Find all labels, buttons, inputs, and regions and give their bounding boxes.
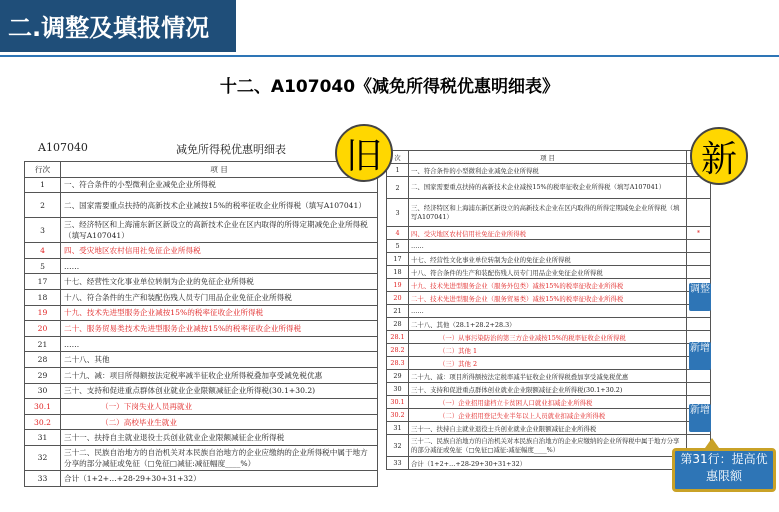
row-no: 33 [387,457,409,470]
form-name: 减免所得税优惠明细表 [176,143,286,156]
row-no: 4 [387,227,409,240]
table-row [387,253,711,266]
row-no: 28 [25,352,61,368]
row-no: 1 [387,164,409,177]
row-no: 3 [387,199,409,227]
row-no: 31 [387,422,409,435]
row-extra [687,318,711,331]
table-row [387,164,711,177]
row-no: 21 [25,336,61,352]
table-row [387,177,711,199]
column-header-item: 项 目 [409,151,687,164]
row-no: 19 [25,305,61,321]
row-no: 20 [25,321,61,337]
row-item: 三十二、民族自治地方的自治机关对本民族自治地方的企业应缴纳的企业所得税中属于地方分享的部分减征或免征（□免征□减征:减征幅度____%） [409,435,687,457]
table-row [387,227,711,240]
row-no: 19 [387,279,409,292]
row-no: 32 [25,445,61,470]
row-no: 18 [387,266,409,279]
row-item: 三十、支持和促进重点群体创业就业企业限额减征企业所得税(30.1+30.2) [61,383,378,399]
row-extra [687,240,711,253]
row-no: 28 [387,318,409,331]
row-extra [687,253,711,266]
row-extra [687,266,711,279]
table-header-row [25,162,378,178]
row-item: 三十、支持和促进重点群体创业就业企业限额减征企业所得税(30.1+30.2) [409,383,687,396]
column-header-item: 项 目 [61,162,378,178]
row-item: 三、经济特区和上海浦东新区新设立的高新技术企业在区内取得的所得定期减免企业所得税（填写A107041） [409,199,687,227]
new-added-label: 新增 [689,404,711,432]
row-item: 四、受灾地区农村信用社免征企业所得税 [61,243,378,259]
row-item: 二十九、减：项目所得额按法定税率减半征收企业所得税叠加享受减免税优惠 [61,367,378,383]
row-item: 十七、经营性文化事业单位转制为企业的免征企业所得税 [409,253,687,266]
row-no: 5 [387,240,409,253]
row-no: 30 [25,383,61,399]
row-no: 30.1 [25,399,61,415]
callout-arrow-icon [705,438,719,448]
table-row [25,243,378,259]
table-row [25,383,378,399]
row-extra [687,370,711,383]
row-no: 5 [25,258,61,274]
row-no: 2 [387,177,409,199]
table-row [387,383,711,396]
column-header-no: 次 [387,151,409,164]
table-row [25,399,378,415]
row-item: 二十九、减：项目所得额按法定税率减半征收企业所得税叠加享受减免税优惠 [409,370,687,383]
row-no: 21 [387,305,409,318]
row-no: 30.2 [387,409,409,422]
table-row [25,414,378,430]
table-row [387,435,711,457]
row-no: 2 [25,193,61,218]
row-item: 二十八、其他（28.1+28.2+28.3） [409,318,687,331]
row-item: 十九、技术先进型服务企业（服务外包类）减按15%的税率征收企业所得税 [409,279,687,292]
row-no: 30 [387,383,409,396]
row-item: 十八、符合条件的生产和装配伤残人员专门用品企业免征企业所得税 [61,289,378,305]
row-no: 28.2 [387,344,409,357]
row-item: （三）其他 2 [409,357,687,370]
row-no: 18 [25,289,61,305]
row-item: 三十二、民族自治地方的自治机关对本民族自治地方的企业应缴纳的企业所得税中属于地方分享的部分减征或免征（□免征□减征:减征幅度____%） [61,445,378,470]
row-item: 十七、经营性文化事业单位转制为企业的免征企业所得税 [61,274,378,290]
new-form-table [386,150,711,470]
table-row [387,318,711,331]
row-no: 17 [387,253,409,266]
row-item: （一）下岗失业人员再就业 [61,399,378,415]
table-row [387,240,711,253]
row-item: …… [61,258,378,274]
table-row [387,357,711,370]
table-row [387,292,711,305]
table-row [387,199,711,227]
table-row [25,218,378,243]
row-no: 4 [25,243,61,259]
table-row [25,321,378,337]
row-no: 3 [25,218,61,243]
table-row [25,367,378,383]
row-no: 28.1 [387,331,409,344]
row-item: 三十一、扶持自主就业退役士兵创业就业企业限额减征企业所得税 [409,422,687,435]
row-no: 30.2 [25,414,61,430]
row-item: 合计（1+2+…+28-29+30+31+32） [409,457,687,470]
row-item: 二、国家需要重点扶持的高新技术企业减按15%的税率征收企业所得税（填写A107041） [61,193,378,218]
row-extra [687,199,711,227]
row-no: 29 [387,370,409,383]
row-no: 28.3 [387,357,409,370]
table-row [387,370,711,383]
new-added-label: 新增 [689,342,711,370]
row-item: 二十、技术先进型服务企业（服务贸易类）减按15%的税率征收企业所得税 [409,292,687,305]
row31-callout: 第31行：提高优惠限额 [672,448,776,492]
row-item: 十八、符合条件的生产和装配伤残人员专门用品企业免征企业所得税 [409,266,687,279]
row-no: 1 [25,177,61,193]
table-row [387,344,711,357]
table-row [25,470,378,486]
table-row [387,409,711,422]
row-no: 31 [25,430,61,446]
table-row [25,336,378,352]
row-item: 二十八、其他 [61,352,378,368]
row-no: 29 [25,367,61,383]
row-item: 二十、服务贸易类技术先进型服务企业减按15%的税率征收企业所得税 [61,321,378,337]
row-item: （二）其他 1 [409,344,687,357]
row-no: 32 [387,435,409,457]
table-row [25,274,378,290]
table-row [387,305,711,318]
table-row [25,305,378,321]
table-row [25,445,378,470]
row-item: （二）企业招用登记失业半年以上人员就业扣减企业所得税 [409,409,687,422]
row-no: 30.1 [387,396,409,409]
row-item: …… [409,240,687,253]
table-row [25,430,378,446]
slide-title: 十二、A107040《减免所得税优惠明细表》 [219,77,560,97]
table-row [387,279,711,292]
row-item: 四、受灾地区农村信用社免征企业所得税 [409,227,687,240]
table-row [387,331,711,344]
old-form-table [24,135,378,487]
table-row [387,396,711,409]
row-item: 合计（1+2+…+28-29+30+31+32） [61,470,378,486]
old-badge: 旧 [335,124,393,182]
table-row [25,193,378,218]
section-title: 二.调整及填报情况 [8,14,210,42]
row-extra [687,383,711,396]
old-form-header [24,135,378,161]
row-item: （一）企业招用建档立卡贫困人口就业扣减企业所得税 [409,396,687,409]
row-item: （二）高校毕业生就业 [61,414,378,430]
row-no: 17 [25,274,61,290]
new-badge: 新 [690,127,748,185]
row-item: 十九、技术先进型服务企业减按15%的税率征收企业所得税 [61,305,378,321]
adjust-label: 调整 [689,283,711,311]
row-no: 20 [387,292,409,305]
table-row [387,457,711,470]
row-item: 一、符合条件的小型微利企业减免企业所得税 [61,177,378,193]
row-item: 三、经济特区和上海浦东新区新设立的高新技术企业在区内取得的所得定期减免企业所得税（填写A107041） [61,218,378,243]
table-row [25,177,378,193]
banner-divider [0,55,779,57]
table-row [387,422,711,435]
row-item: 二、国家需要重点扶持的高新技术企业减按15%的税率征收企业所得税（填写A107041） [409,177,687,199]
row-item: …… [61,336,378,352]
row-item: （一）从事污染防治的第三方企业减按15%的税率征收企业所得税 [409,331,687,344]
table-row [25,352,378,368]
form-code: A107040 [38,141,88,154]
table-row [25,289,378,305]
table-row [387,266,711,279]
row-item: 三十一、扶持自主就业退役士兵创业就业企业限额减征企业所得税 [61,430,378,446]
row-item: …… [409,305,687,318]
row-no: 33 [25,470,61,486]
column-header-no: 行次 [25,162,61,178]
row-item: 一、符合条件的小型微利企业减免企业所得税 [409,164,687,177]
deleted-mark: * [687,227,711,240]
table-row [25,258,378,274]
table-header-row [387,151,711,164]
section-banner [0,0,236,52]
